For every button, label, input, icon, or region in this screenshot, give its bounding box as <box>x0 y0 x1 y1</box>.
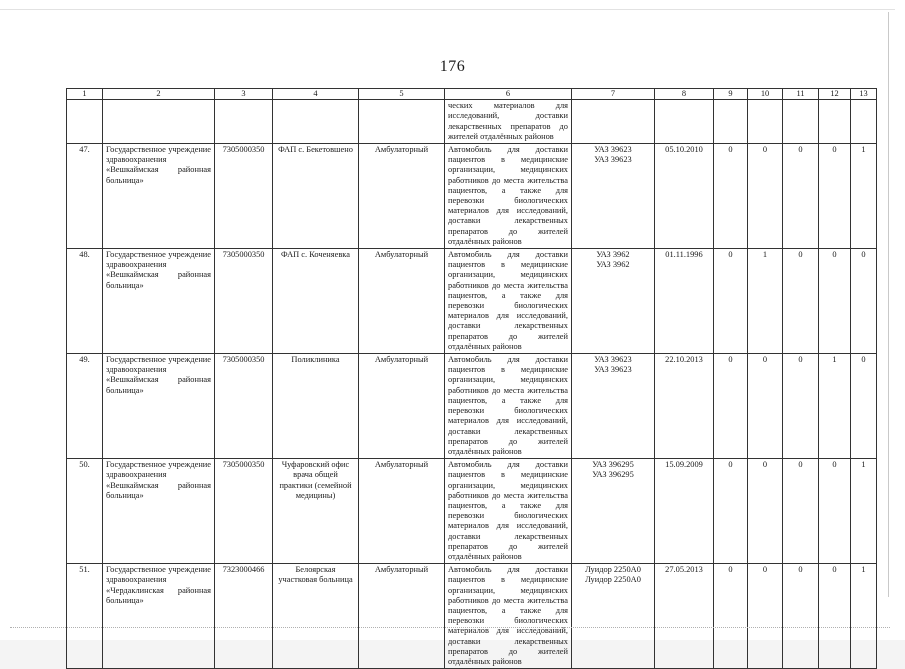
unit-name: Белоярская участковая больница <box>273 564 359 669</box>
acquisition-date: 05.10.2010 <box>655 144 714 249</box>
acquisition-date: 22.10.2013 <box>655 354 714 459</box>
vehicle-purpose: Автомобиль для доставки пациентов в медицинские организации, медицинских работников до места жительства пациентов, а также для перевозки биологических материалов для исследований, доставки лекарственных препаратов до жителей отдалённых районов <box>445 144 572 249</box>
continuation-row <box>67 100 877 144</box>
page-number: 176 <box>439 58 466 75</box>
column-header: 10 <box>748 89 783 100</box>
institution-code: 7305000350 <box>215 249 273 354</box>
unit-name: ФАП с. Коченяевка <box>273 249 359 354</box>
count-col10: 0 <box>748 564 783 669</box>
column-header: 7 <box>572 89 655 100</box>
count-col9: 0 <box>714 564 748 669</box>
count-col12: 0 <box>819 249 851 354</box>
care-type: Амбулаторный <box>359 249 445 354</box>
acquisition-date: 27.05.2013 <box>655 564 714 669</box>
vehicle-models: УАЗ 3962 УАЗ 3962 <box>572 249 655 354</box>
scan-edge-right <box>888 12 889 597</box>
vehicle-models: Луидор 2250А0 Луидор 2250А0 <box>572 564 655 669</box>
continuation-text: ческих материалов для исследований, доставки лекарственных препаратов до жителей отдалённых районов <box>445 100 572 144</box>
scan-edge-top <box>0 9 895 10</box>
institution-code: 7305000350 <box>215 459 273 564</box>
vehicle-models: УАЗ 39623 УАЗ 39623 <box>572 354 655 459</box>
row-number: 47. <box>67 144 103 249</box>
column-header: 11 <box>783 89 819 100</box>
column-header: 12 <box>819 89 851 100</box>
scan-artifact-line <box>10 627 890 629</box>
institution-code: 7305000350 <box>215 354 273 459</box>
table-row <box>67 144 877 249</box>
table-row <box>67 564 877 669</box>
care-type: Амбулаторный <box>359 354 445 459</box>
care-type: Амбулаторный <box>359 564 445 669</box>
vehicle-register-table <box>66 88 877 669</box>
count-col13: 1 <box>851 459 877 564</box>
count-col13: 1 <box>851 144 877 249</box>
count-col12: 0 <box>819 459 851 564</box>
vehicle-models: УАЗ 39623 УАЗ 39623 <box>572 144 655 249</box>
count-col11: 0 <box>783 144 819 249</box>
vehicle-purpose: Автомобиль для доставки пациентов в медицинские организации, медицинских работников до места жительства пациентов, а также для перевозки биологических материалов для исследований, доставки лекарственных препаратов до жителей отдалённых районов <box>445 459 572 564</box>
count-col13: 0 <box>851 354 877 459</box>
row-number: 48. <box>67 249 103 354</box>
row-number: 51. <box>67 564 103 669</box>
count-col10: 0 <box>748 144 783 249</box>
table-row <box>67 249 877 354</box>
vehicle-models: УАЗ 396295 УАЗ 396295 <box>572 459 655 564</box>
column-header: 8 <box>655 89 714 100</box>
count-col13: 1 <box>851 564 877 669</box>
column-header: 2 <box>103 89 215 100</box>
institution-code: 7323000466 <box>215 564 273 669</box>
institution-code: 7305000350 <box>215 144 273 249</box>
count-col11: 0 <box>783 459 819 564</box>
institution-name: Государственное учреждение здравоохранения «Чердаклинская районная больница» <box>103 564 215 669</box>
vehicle-purpose: Автомобиль для доставки пациентов в медицинские организации, медицинских работников до места жительства пациентов, а также для перевозки биологических материалов для исследований, доставки лекарственных препаратов до жителей отдалённых районов <box>445 249 572 354</box>
column-number-row <box>67 89 877 100</box>
row-number: 49. <box>67 354 103 459</box>
count-col10: 0 <box>748 459 783 564</box>
acquisition-date: 15.09.2009 <box>655 459 714 564</box>
count-col10: 1 <box>748 249 783 354</box>
count-col12: 0 <box>819 564 851 669</box>
care-type: Амбулаторный <box>359 459 445 564</box>
count-col9: 0 <box>714 249 748 354</box>
column-header: 3 <box>215 89 273 100</box>
row-number: 50. <box>67 459 103 564</box>
institution-name: Государственное учреждение здравоохранения «Вешкаймская районная больница» <box>103 459 215 564</box>
column-header: 5 <box>359 89 445 100</box>
institution-name: Государственное учреждение здравоохранения «Вешкаймская районная больница» <box>103 144 215 249</box>
institution-name: Государственное учреждение здравоохранения «Вешкаймская районная больница» <box>103 354 215 459</box>
unit-name: ФАП с. Бекетовшено <box>273 144 359 249</box>
count-col9: 0 <box>714 354 748 459</box>
acquisition-date: 01.11.1996 <box>655 249 714 354</box>
count-col9: 0 <box>714 459 748 564</box>
count-col13: 0 <box>851 249 877 354</box>
column-header: 13 <box>851 89 877 100</box>
vehicle-purpose: Автомобиль для доставки пациентов в медицинские организации, медицинских работников до места жительства пациентов, а также для перевозки биологических материалов для исследований, доставки лекарственных препаратов до жителей отдалённых районов <box>445 354 572 459</box>
column-header: 1 <box>67 89 103 100</box>
column-header: 4 <box>273 89 359 100</box>
count-col12: 0 <box>819 144 851 249</box>
column-header: 6 <box>445 89 572 100</box>
table-row <box>67 354 877 459</box>
count-col11: 0 <box>783 249 819 354</box>
count-col11: 0 <box>783 564 819 669</box>
vehicle-purpose: Автомобиль для доставки пациентов в медицинские организации, медицинских работников до места жительства пациентов, а также для перевозки биологических материалов для исследований, доставки лекарственных препаратов до жителей отдалённых районов <box>445 564 572 669</box>
table-row <box>67 459 877 564</box>
count-col11: 0 <box>783 354 819 459</box>
unit-name: Чуфаровский офис врача общей практики (семейной медицины) <box>273 459 359 564</box>
count-col9: 0 <box>714 144 748 249</box>
care-type: Амбулаторный <box>359 144 445 249</box>
count-col12: 1 <box>819 354 851 459</box>
unit-name: Поликлиника <box>273 354 359 459</box>
institution-name: Государственное учреждение здравоохранения «Вешкаймская районная больница» <box>103 249 215 354</box>
count-col10: 0 <box>748 354 783 459</box>
column-header: 9 <box>714 89 748 100</box>
